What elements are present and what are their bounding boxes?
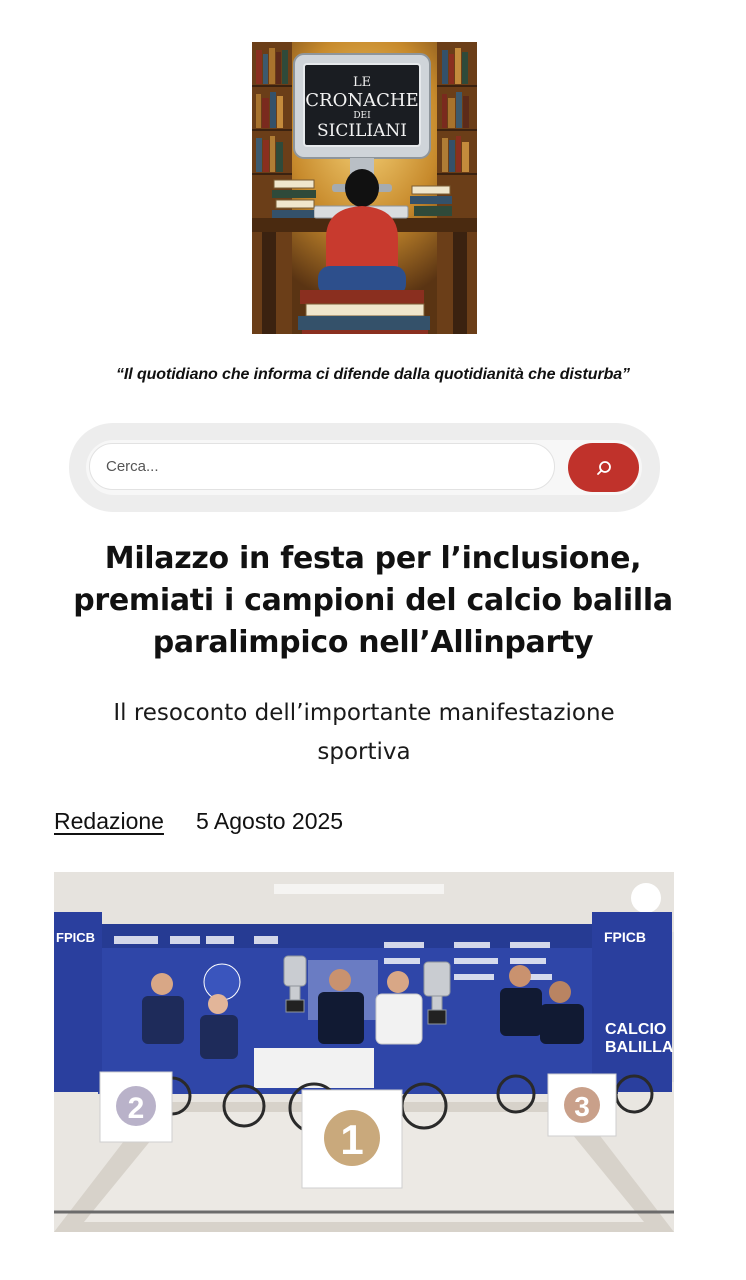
post-date: 5 Agosto 2025 [196,808,344,834]
featured-image [54,872,674,1232]
photo-banner-right-line1: CALCIO [605,1021,667,1038]
cronache-logo-icon [252,42,477,334]
logo-title-line-3: DEI [353,111,371,121]
search-input[interactable] [89,443,555,490]
search-inner [86,440,642,495]
article-title: Milazzo in festa per l’inclusione, premiati i campioni del calcio balilla paralimpico nell’Allinparty [73,541,673,660]
podium-third: 3 [574,1091,590,1122]
podium-first: 1 [340,1116,364,1163]
photo-banner-left: FPICB [56,930,95,945]
logo-title-line-2: CRONACHE [305,90,419,111]
author-link[interactable]: Redazione [54,808,164,834]
search-form [69,423,660,512]
site-tagline: “Il quotidiano che informa ci difende dalla quotidianità che disturba” [116,366,630,383]
podium-second: 2 [127,1092,145,1125]
photo-banner-right: FPICB [604,929,646,945]
logo-title-line-4: SICILIANI [317,121,407,141]
site-logo[interactable] [252,42,477,334]
search-icon [596,460,612,476]
logo-title-line-1: LE [352,75,372,90]
search-button[interactable] [568,443,639,492]
photo-banner-right-line2: BALILLA [605,1039,674,1056]
article-subtitle: Il resoconto dell’importante manifestazione sportiva [113,700,615,765]
